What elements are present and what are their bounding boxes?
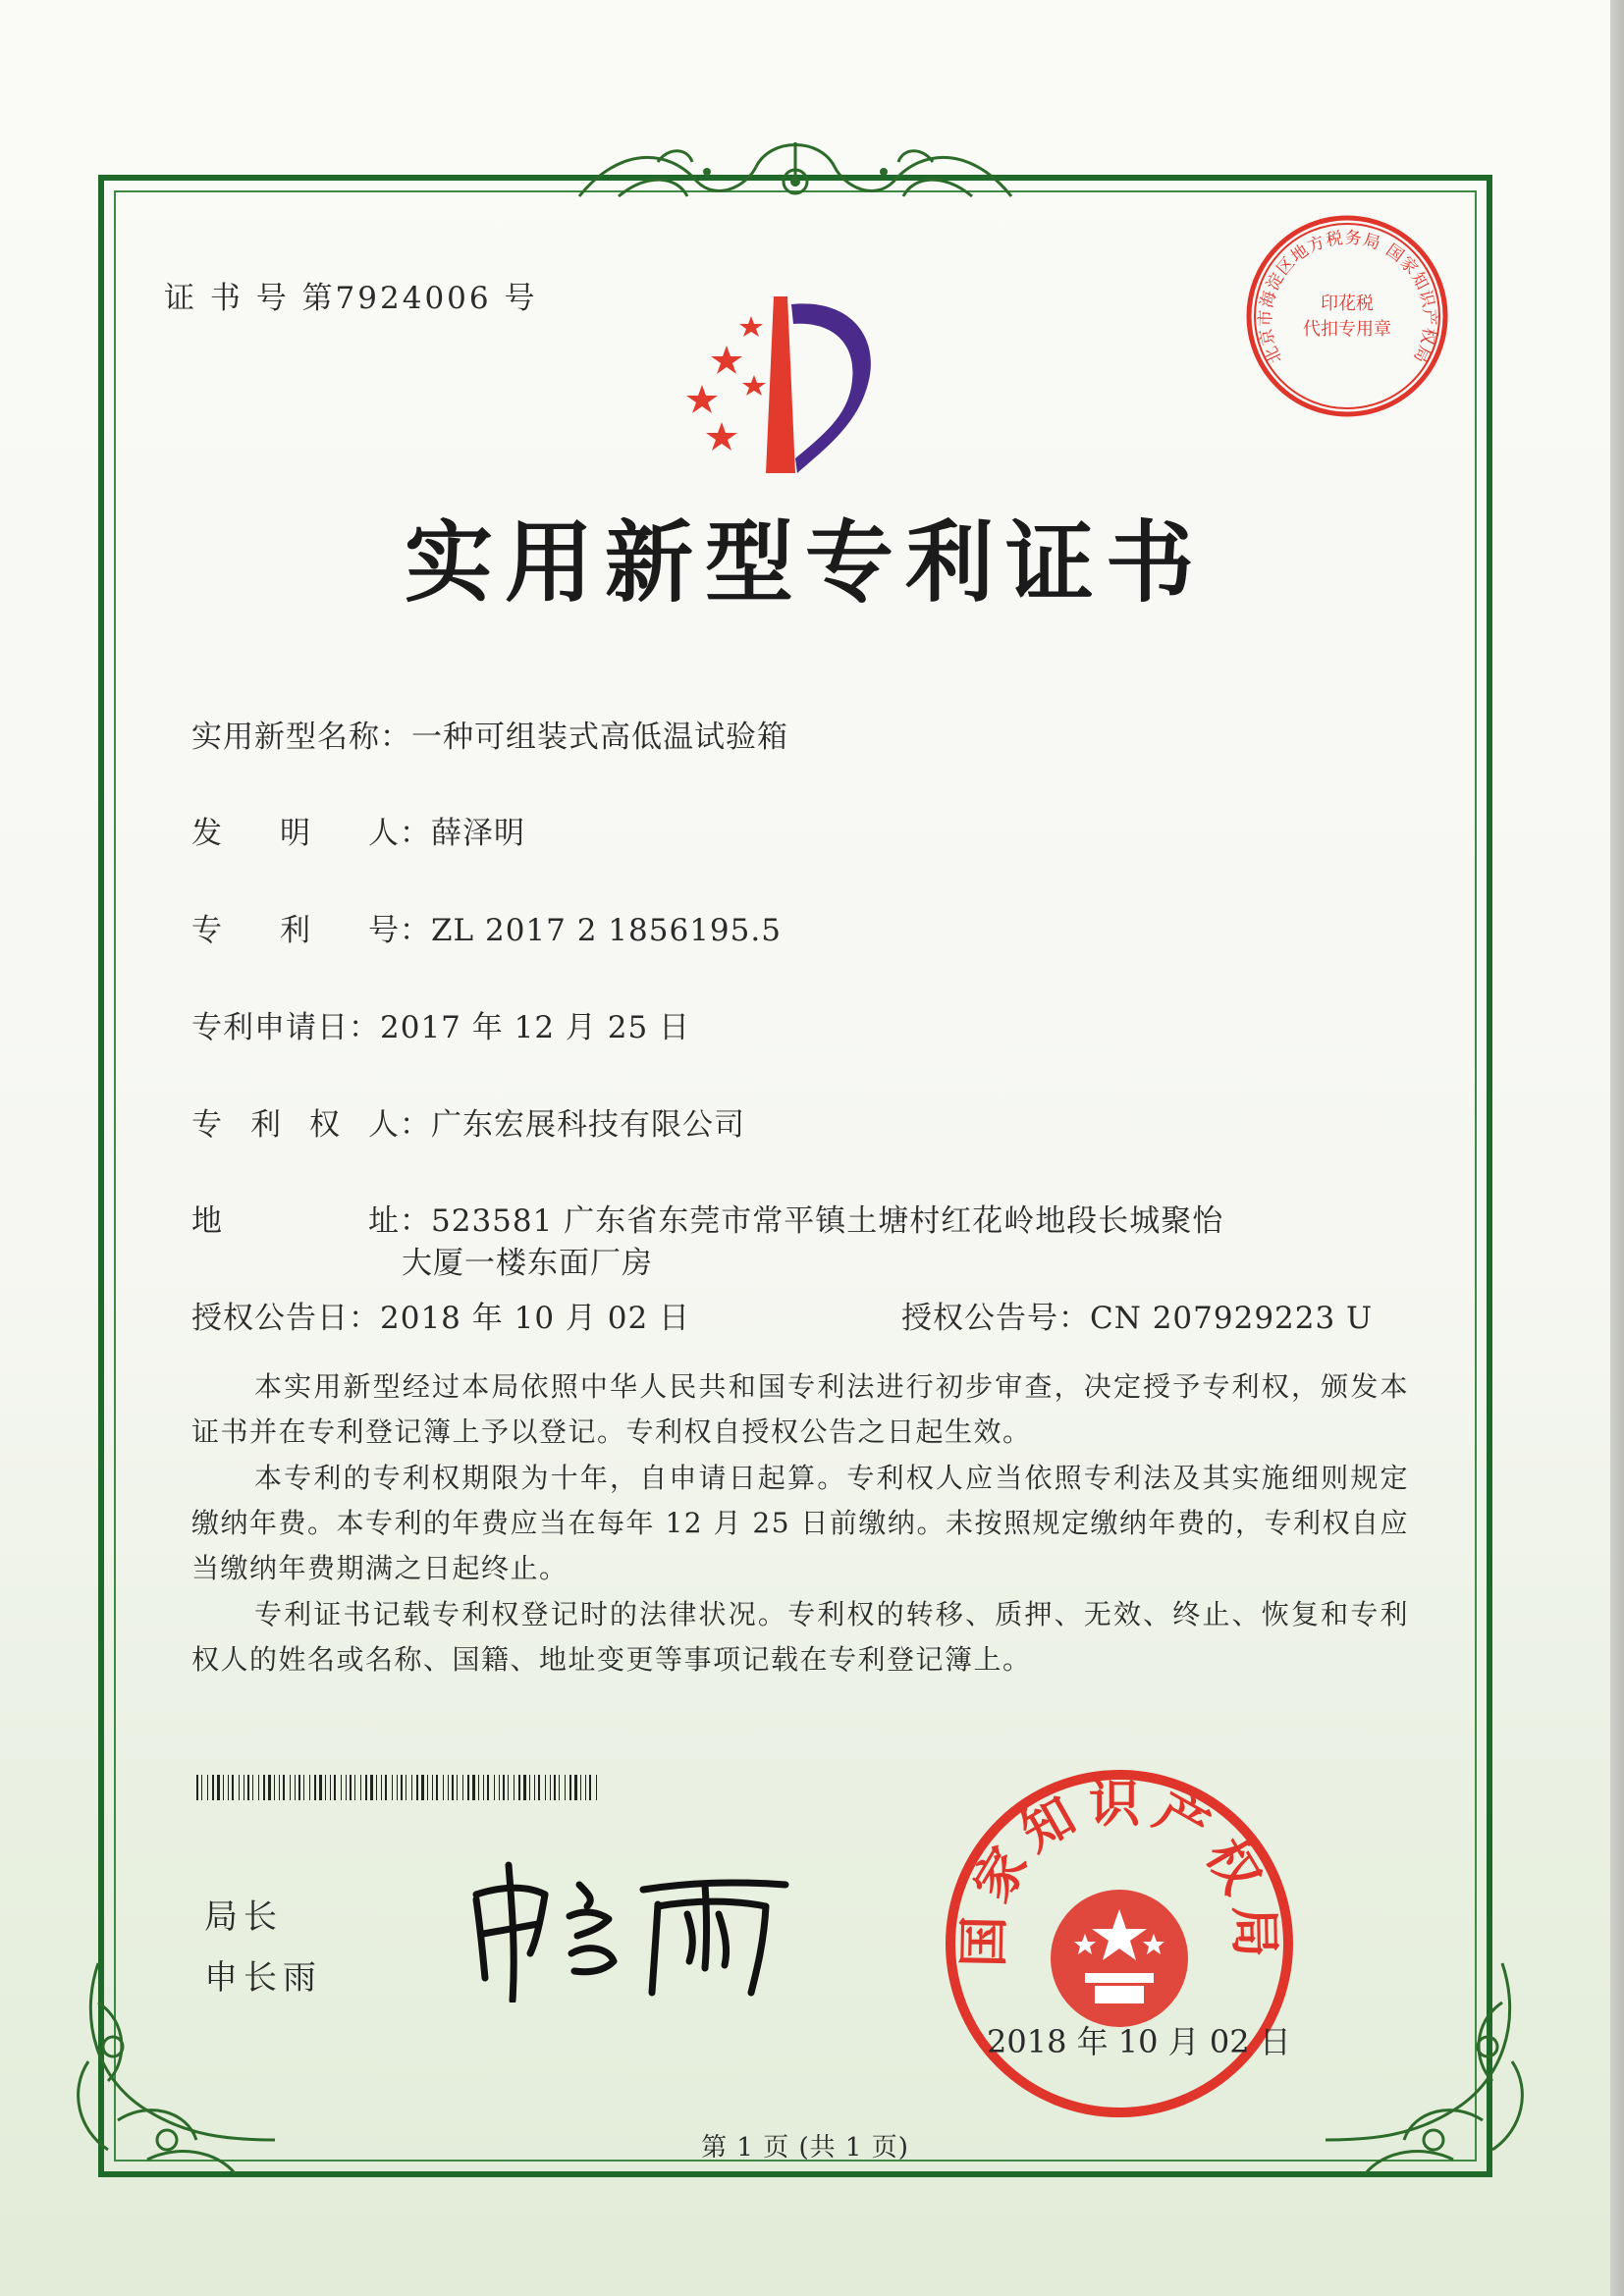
- barcode-bar: [207, 1775, 208, 1800]
- barcode-bar: [376, 1775, 377, 1800]
- label-char: 址: [368, 1203, 400, 1239]
- barcode-bar: [494, 1775, 495, 1800]
- label-colon: ：: [400, 1107, 431, 1143]
- field-grant-number: [901, 1293, 1373, 1337]
- field-utility-model-name: [191, 712, 788, 756]
- label-char: 地: [191, 1203, 223, 1239]
- barcode-bar: [565, 1775, 566, 1800]
- barcode-bar: [365, 1775, 367, 1800]
- label-char: 利: [250, 1107, 282, 1143]
- barcode-bar: [360, 1775, 361, 1800]
- svg-text:代扣专用章: 代扣专用章: [1303, 319, 1391, 340]
- barcode-bar: [298, 1775, 300, 1800]
- field-value: 2018 年 10 月 02 日: [380, 1301, 691, 1336]
- barcode-bar: [252, 1775, 253, 1800]
- patent-office-logo-icon: [668, 277, 923, 483]
- barcode-bar: [499, 1775, 500, 1800]
- paragraph-term-statement: 本专利的专利权期限为十年，自申请日起算。专利权人应当依照专利法及其实施细则规定缴纳年费。本专利的年费应当在每年 12 月 25 日前缴纳。未按照规定缴纳年费的，专利权自应当缴纳年费期满之日起终止。: [191, 1462, 1409, 1584]
- label-char: 权: [309, 1107, 341, 1143]
- label-char: 人: [368, 1107, 400, 1143]
- barcode-bar: [341, 1775, 342, 1800]
- barcode-bar: [309, 1775, 310, 1800]
- barcode-bar: [354, 1775, 355, 1800]
- barcode-bar: [217, 1775, 220, 1800]
- barcode-bar: [448, 1775, 449, 1800]
- barcode-bar: [472, 1775, 475, 1800]
- director-name: 申长雨: [204, 1958, 322, 1998]
- barcode-bar: [223, 1775, 224, 1800]
- paragraph-grant-statement: 本实用新型经过本局依照中华人民共和国专利法进行初步审查，决定授予专利权，颁发本证书并在专利登记簿上予以登记。专利权自授权公告之日起生效。: [191, 1370, 1409, 1448]
- field-value: 523581 广东省东莞市常平镇土塘村红花岭地段长城聚怡: [431, 1203, 1224, 1239]
- field-grant-date: [191, 1293, 690, 1337]
- barcode-bar: [212, 1775, 214, 1800]
- barcode-bar: [411, 1775, 412, 1800]
- barcode-bar: [452, 1775, 454, 1800]
- barcode-bar: [247, 1775, 249, 1800]
- barcode-bar: [381, 1775, 382, 1800]
- barcode-bar: [228, 1775, 229, 1800]
- label-colon: ：: [400, 913, 431, 948]
- director-signature-icon: [461, 1845, 805, 2002]
- barcode-bar: [569, 1775, 571, 1800]
- barcode-bar: [263, 1775, 265, 1800]
- barcode-bar: [401, 1775, 403, 1800]
- label-char: 人: [368, 816, 400, 851]
- barcode-bar: [416, 1775, 418, 1800]
- barcode-bar: [295, 1775, 296, 1800]
- barcode-bar: [483, 1775, 484, 1800]
- field-label: [191, 1099, 400, 1144]
- barcode-bar: [268, 1775, 271, 1800]
- label-colon: ：: [400, 1203, 431, 1239]
- field-patent-number: [191, 905, 782, 949]
- barcode-bar: [370, 1775, 373, 1800]
- barcode-bar: [523, 1775, 526, 1800]
- label-char: 利: [280, 913, 311, 948]
- label-char: 发: [191, 816, 223, 851]
- field-label: 实用新型名称：: [191, 720, 411, 755]
- barcode-bar: [334, 1775, 336, 1800]
- barcode-bar: [462, 1775, 463, 1800]
- tax-stamp-icon: [1242, 211, 1453, 422]
- barcode-bar: [436, 1775, 438, 1800]
- field-value: 2017 年 12 月 25 日: [380, 1010, 691, 1045]
- barcode-bar: [545, 1775, 546, 1800]
- barcode-bar: [421, 1775, 424, 1800]
- barcode-bar: [201, 1775, 202, 1800]
- top-ornament-icon: [560, 128, 1031, 216]
- page-title: 实用新型专利证书: [405, 511, 1206, 614]
- director-title: 局长: [204, 1897, 283, 1937]
- barcode-bar: [196, 1775, 198, 1800]
- barcode-bar: [538, 1775, 540, 1800]
- field-label: [191, 808, 400, 852]
- svg-text:国家知识产权局: 国家知识产权局: [954, 1775, 1284, 1968]
- paragraph-legal-status: 专利证书记载专利权登记时的法律状况。专利权的转移、质押、无效、终止、恢复和专利权人的姓名或名称、国籍、地址变更等事项记载在专利登记簿上。: [191, 1598, 1409, 1676]
- barcode-bar: [385, 1775, 387, 1800]
- barcode-bar: [290, 1775, 291, 1800]
- field-label: 授权公告日：: [191, 1301, 380, 1336]
- barcode-bar: [554, 1775, 556, 1800]
- barcode-bar: [585, 1775, 586, 1800]
- barcode-bar: [258, 1775, 259, 1800]
- barcode-bar: [325, 1775, 326, 1800]
- label-char: 号: [368, 913, 400, 948]
- barcode-bar: [432, 1775, 433, 1800]
- barcode-bar: [239, 1775, 240, 1800]
- barcode-bar: [529, 1775, 530, 1800]
- certificate-number: 证 书 号 第7924006 号: [164, 281, 538, 316]
- field-patentee: [191, 1099, 745, 1144]
- barcode-bar: [319, 1775, 322, 1800]
- barcode-icon: [196, 1775, 604, 1800]
- barcode-bar: [574, 1775, 577, 1800]
- field-label: [191, 905, 400, 949]
- barcode-bar: [503, 1775, 505, 1800]
- barcode-bar: [283, 1775, 285, 1800]
- label-char: 专: [191, 1107, 223, 1143]
- barcode-bar: [534, 1775, 535, 1800]
- field-address: [191, 1196, 1223, 1240]
- field-inventor: [191, 808, 525, 852]
- barcode-bar: [487, 1775, 489, 1800]
- field-label: 专利申请日：: [191, 1010, 380, 1045]
- barcode-bar: [274, 1775, 275, 1800]
- barcode-bar: [518, 1775, 520, 1800]
- field-address-line2: 大厦一楼东面厂房: [402, 1246, 653, 1281]
- barcode-bar: [457, 1775, 458, 1800]
- field-value: ZL 2017 2 1856195.5: [431, 913, 782, 948]
- field-label: [191, 1196, 400, 1240]
- barcode-bar: [397, 1775, 398, 1800]
- barcode-bar: [330, 1775, 331, 1800]
- barcode-bar: [350, 1775, 352, 1800]
- barcode-bar: [279, 1775, 280, 1800]
- field-filing-date: [191, 1002, 690, 1046]
- field-value: 广东宏展科技有限公司: [431, 1107, 745, 1143]
- barcode-bar: [392, 1775, 393, 1800]
- label-char: 专: [191, 913, 223, 948]
- barcode-bar: [346, 1775, 347, 1800]
- barcode-bar: [559, 1775, 560, 1800]
- barcode-bar: [232, 1775, 234, 1800]
- field-value: 薛泽明: [431, 816, 525, 851]
- svg-text:印花税: 印花税: [1321, 294, 1374, 314]
- barcode-bar: [443, 1775, 444, 1800]
- field-value: CN 207929223 U: [1090, 1301, 1374, 1336]
- barcode-bar: [508, 1775, 509, 1800]
- barcode-bar: [596, 1775, 597, 1800]
- field-value: 一种可组装式高低温试验箱: [411, 720, 788, 755]
- barcode-bar: [427, 1775, 428, 1800]
- barcode-bar: [314, 1775, 316, 1800]
- official-seal-icon: [938, 1762, 1301, 2125]
- seal-date: 2018 年 10 月 02 日: [987, 2023, 1291, 2060]
- barcode-bar: [550, 1775, 551, 1800]
- barcode-bar: [303, 1775, 304, 1800]
- svg-text:北京市海淀区地方税务局 国家知识产权局: 北京市海淀区地方税务局 国家知识产权局: [1256, 228, 1439, 367]
- label-colon: ：: [400, 816, 431, 851]
- barcode-bar: [580, 1775, 581, 1800]
- barcode-bar: [478, 1775, 479, 1800]
- label-char: 明: [280, 816, 311, 851]
- page-number: 第 1 页 (共 1 页): [701, 2133, 909, 2163]
- barcode-bar: [589, 1775, 591, 1800]
- field-label: 授权公告号：: [901, 1301, 1090, 1336]
- page-edge: [1610, 0, 1624, 2296]
- barcode-bar: [467, 1775, 469, 1800]
